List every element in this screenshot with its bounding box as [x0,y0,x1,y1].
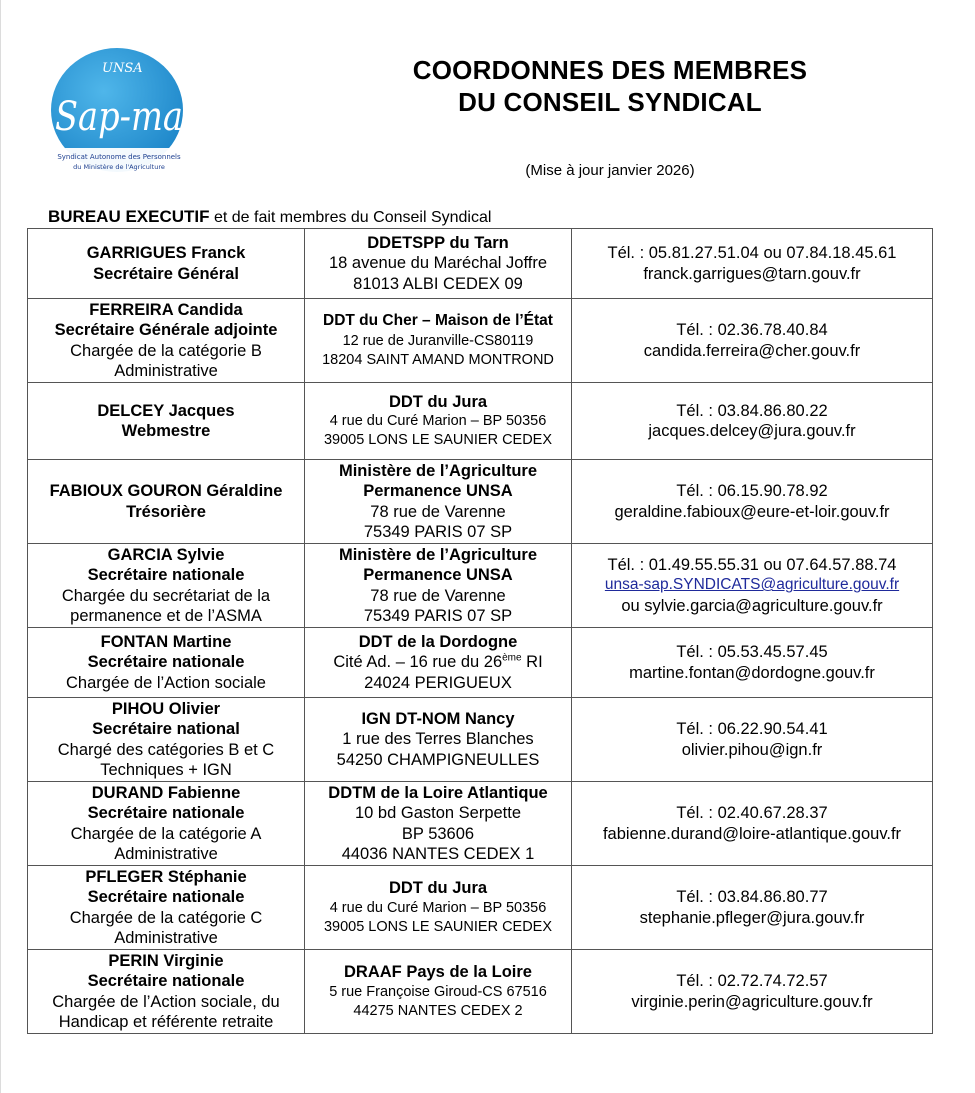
member-org: DDTM de la Loire Atlantique [328,783,548,802]
address-line: 81013 ALBI CEDEX 09 [353,274,523,293]
member-contact-cell [572,698,933,782]
member-name: DELCEY Jacques [97,401,235,420]
table-row [28,544,933,628]
member-phone: Tél. : 03.84.86.80.77 [676,888,828,906]
address-line: 12 rue de Juranville-CS80119 [342,332,534,349]
member-duty: Chargé des catégories B et C Techniques + IGN [57,740,275,779]
table-row [28,698,933,782]
member-name-cell [28,544,305,628]
member-org-2: Permanence UNSA [363,566,513,584]
logo-tagline-2: du Ministère de l'Agriculture [73,163,165,171]
member-address-cell [305,782,572,866]
member-role: Webmestre [121,422,211,440]
member-org: IGN DT-NOM Nancy [361,709,515,728]
member-role: Secrétaire nationale [87,804,245,822]
member-name: FABIOUX GOURON Géraldine [49,482,283,500]
member-contact-cell [572,782,933,866]
address-part: RI [521,653,543,672]
title-line-2: DU CONSEIL SYNDICAL [458,87,762,117]
address-line: 75349 PARIS 07 SP [363,607,513,625]
table-row [28,628,933,698]
member-duty: Chargée de la catégorie B Administrative [70,341,262,380]
member-email[interactable]: jacques.delcey@jura.gouv.fr [648,422,856,440]
member-address-cell [305,383,572,460]
page-edge [0,0,1,1093]
member-duty: Chargée de la catégorie A Administrative [70,824,262,863]
member-duty: Chargée de l’Action sociale, du Handicap et référente retraite [52,992,280,1031]
member-role: Secrétaire nationale [87,888,245,906]
member-phone: Tél. : 06.15.90.78.92 [676,482,828,500]
member-email[interactable]: olivier.pihou@ign.fr [681,740,823,759]
member-phone: Tél. : 05.81.27.51.04 ou 07.84.18.45.61 [607,244,897,262]
address-line: 4 rue du Curé Marion – BP 50356 [329,413,547,430]
member-org: DDT du Jura [388,392,488,411]
ordinal-suffix: ème [502,652,522,664]
member-email[interactable]: stephanie.pfleger@jura.gouv.fr [639,908,865,927]
address-line: 5 rue Françoise Giroud-CS 67516 [329,983,547,1000]
member-name: GARRIGUES Franck [86,244,246,262]
member-phone: Tél. : 06.22.90.54.41 [676,720,828,738]
address-line: 39005 LONS LE SAUNIER CEDEX [323,432,553,449]
address-line: 24024 PERIGUEUX [364,673,512,692]
member-contact-cell [572,628,933,698]
member-name: DURAND Fabienne [91,783,241,802]
member-phone: Tél. : 02.36.78.40.84 [676,321,828,339]
address-line: 18 avenue du Maréchal Joffre [328,254,547,273]
member-contact-cell [572,383,933,460]
table-row [28,782,933,866]
member-role: Secrétaire Général [93,264,239,283]
member-name: PIHOU Olivier [111,699,221,718]
table-row [28,460,933,544]
logo-brand-text: Sap-ma [55,94,183,140]
member-name: FONTAN Martine [100,632,232,651]
table-row [28,229,933,299]
member-address-cell [305,460,572,544]
member-org: DDT du Cher – Maison de l’État [323,312,553,330]
member-duty: Chargée de l’Action sociale [66,673,266,692]
member-contact-cell [572,950,933,1034]
member-name: GARCIA Sylvie [107,545,225,564]
member-name-cell [28,383,305,460]
update-date: (Mise à jour janvier 2026) [525,162,695,179]
member-role: Secrétaire nationale [87,566,245,584]
address-line: 4 rue du Curé Marion – BP 50356 [329,899,547,916]
member-phone: Tél. : 01.49.55.55.31 ou 07.64.57.88.74 [607,555,897,574]
member-email[interactable]: geraldine.fabioux@eure-et-loir.gouv.fr [614,502,890,521]
member-name-cell [28,866,305,950]
member-address-cell [305,698,572,782]
member-name: FERREIRA Candida [89,300,243,319]
member-role: Secrétaire nationale [87,972,245,990]
address-part: Cité Ad. – 16 rue du 26 [333,653,503,672]
member-role: Trésorière [126,502,206,521]
member-name-cell [28,229,305,299]
table-row [28,950,933,1034]
member-org: DDT du Jura [388,879,488,898]
member-contact-cell [572,460,933,544]
address-line: 10 bd Gaston Serpette [354,804,522,822]
address-line: 1 rue des Terres Blanches [342,730,534,749]
member-role: Secrétaire national [92,720,240,738]
member-name-cell [28,299,305,383]
title-line-1: COORDONNES DES MEMBRES [412,55,808,85]
table-row [28,866,933,950]
member-phone: Tél. : 02.40.67.28.37 [676,804,828,822]
member-address-cell [305,950,572,1034]
address-line: 44275 NANTES CEDEX 2 [353,1002,523,1019]
member-name-cell [28,460,305,544]
member-contact-cell [572,299,933,383]
address-line: 39005 LONS LE SAUNIER CEDEX [323,918,553,935]
address-line-with-ordinal [309,652,567,673]
member-role: Secrétaire nationale [87,653,245,672]
address-line: 54250 CHAMPIGNEULLES [336,750,540,769]
table-row [28,299,933,383]
address-line: 44036 NANTES CEDEX 1 [341,845,535,863]
logo-tagline-1: Syndicat Autonome des Personnels [57,153,181,161]
members-table [27,228,933,1034]
member-email[interactable]: franck.garrigues@tarn.gouv.fr [643,264,861,283]
syndicate-email-link[interactable]: unsa-sap.SYNDICATS@agriculture.gouv.fr [604,576,900,594]
member-email[interactable]: candida.ferreira@cher.gouv.fr [643,341,861,360]
address-line: 18204 SAINT AMAND MONTROND [322,351,554,368]
member-contact-cell [572,229,933,299]
section-heading [48,207,491,227]
address-line: 78 rue de Varenne [370,502,506,521]
member-org: DRAAF Pays de la Loire [344,963,532,982]
member-org: DDETSPP du Tarn [367,233,509,252]
member-name-cell [28,950,305,1034]
member-name: PFLEGER Stéphanie [85,867,247,886]
address-line: 75349 PARIS 07 SP [363,523,513,541]
unsa-sapma-logo [50,48,188,180]
member-name-cell [28,782,305,866]
member-address-cell [305,866,572,950]
table-row [28,383,933,460]
member-name-cell [28,628,305,698]
member-phone: Tél. : 02.72.74.72.57 [676,972,828,990]
member-phone: Tél. : 03.84.86.80.22 [676,401,828,420]
member-email[interactable]: martine.fontan@dordogne.gouv.fr [629,663,875,682]
member-contact-cell [572,544,933,628]
member-role: Secrétaire Générale adjointe [54,321,278,339]
member-duty: Chargée de la catégorie C Administrative [69,908,263,947]
member-email[interactable]: ou sylvie.garcia@agriculture.gouv.fr [621,596,883,615]
member-org-2: Permanence UNSA [363,482,513,500]
member-org: DDT de la Dordogne [358,632,518,651]
page-title [360,54,860,118]
member-org: Ministère de l’Agriculture [338,461,538,480]
member-phone: Tél. : 05.53.45.57.45 [676,643,828,661]
address-line: 78 rue de Varenne [370,586,506,605]
member-name-cell [28,698,305,782]
member-address-cell [305,229,572,299]
member-email[interactable]: fabienne.durand@loire-atlantique.gouv.fr [602,824,902,843]
member-email[interactable]: virginie.perin@agriculture.gouv.fr [631,992,873,1011]
member-org: Ministère de l’Agriculture [338,545,538,564]
member-duty: Chargée du secrétariat de la permanence et de l’ASMA [61,586,271,625]
address-line: BP 53606 [401,824,475,843]
member-contact-cell [572,866,933,950]
section-heading-bold: BUREAU EXECUTIF [48,207,210,226]
member-address-cell [305,299,572,383]
member-address-cell [305,628,572,698]
section-heading-rest: et de fait membres du Conseil Syndical [209,209,492,226]
member-name: PERIN Virginie [108,951,224,970]
logo-unsa-text: UNSA [102,61,143,76]
member-address-cell [305,544,572,628]
